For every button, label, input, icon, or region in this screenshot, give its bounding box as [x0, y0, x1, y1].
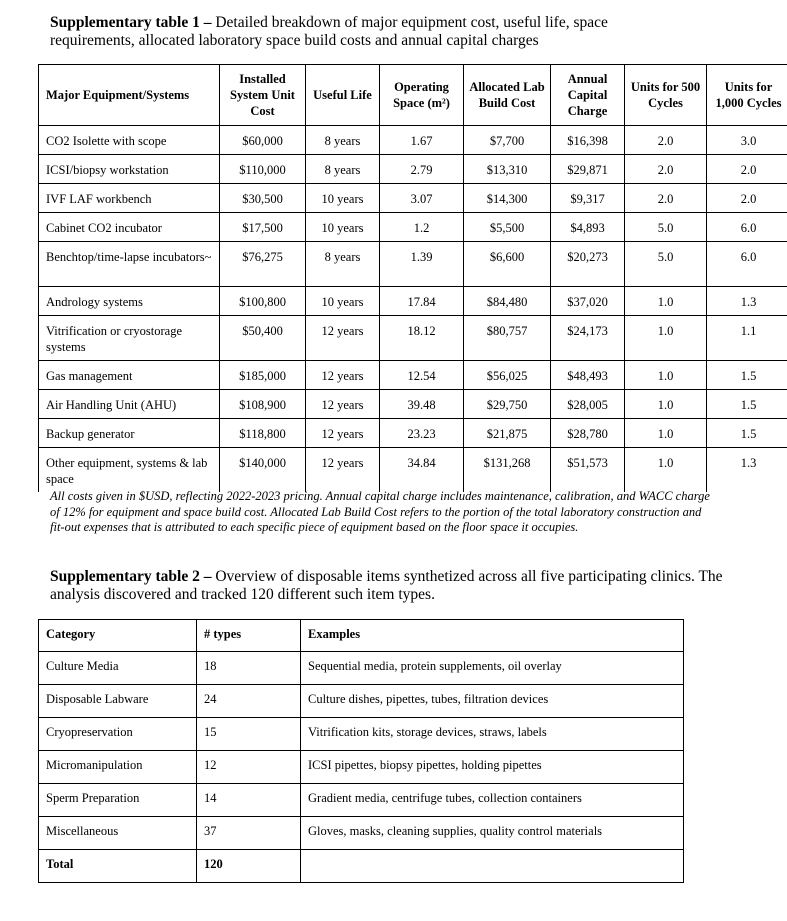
lab-build-cost: $5,500 [464, 213, 551, 242]
examples: Sequential media, protein supplements, oil overlay [301, 652, 684, 685]
table2-header-row [39, 620, 684, 652]
annual-capital-charge: $24,173 [551, 316, 625, 361]
lab-build-cost: $131,268 [464, 448, 551, 493]
col-header-units-1000: Units for 1,000 Cycles [707, 65, 787, 126]
annual-capital-charge: $48,493 [551, 361, 625, 390]
operating-space: 3.07 [380, 184, 464, 213]
unit-cost: $110,000 [220, 155, 306, 184]
table-row [39, 287, 787, 316]
category: Disposable Labware [39, 685, 197, 718]
lab-build-cost: $7,700 [464, 126, 551, 155]
useful-life: 12 years [306, 448, 380, 493]
units-500-cycles: 1.0 [625, 287, 707, 316]
category: Cryopreservation [39, 718, 197, 751]
table-row [39, 213, 787, 242]
useful-life: 8 years [306, 242, 380, 287]
lab-build-cost: $6,600 [464, 242, 551, 287]
units-1000-cycles: 2.0 [707, 184, 787, 213]
lab-build-cost: $56,025 [464, 361, 551, 390]
total-row [39, 850, 684, 883]
units-1000-cycles: 2.0 [707, 155, 787, 184]
units-500-cycles: 1.0 [625, 361, 707, 390]
type-count: 15 [197, 718, 301, 751]
unit-cost: $30,500 [220, 184, 306, 213]
table-row [39, 242, 787, 287]
annual-capital-charge: $20,273 [551, 242, 625, 287]
units-1000-cycles: 1.5 [707, 419, 787, 448]
category: Culture Media [39, 652, 197, 685]
col-header-lab-build-cost: Allocated Lab Build Cost [464, 65, 551, 126]
units-1000-cycles: 1.5 [707, 361, 787, 390]
useful-life: 12 years [306, 390, 380, 419]
units-1000-cycles: 1.1 [707, 316, 787, 361]
examples: Gradient media, centrifuge tubes, collection containers [301, 784, 684, 817]
units-500-cycles: 2.0 [625, 184, 707, 213]
category: Sperm Preparation [39, 784, 197, 817]
type-count: 14 [197, 784, 301, 817]
annual-capital-charge: $51,573 [551, 448, 625, 493]
table2-title [50, 568, 730, 604]
total-count: 120 [197, 850, 301, 883]
equipment-name: Other equipment, systems & lab space [39, 448, 220, 493]
annual-capital-charge: $37,020 [551, 287, 625, 316]
examples: Vitrification kits, storage devices, straws, labels [301, 718, 684, 751]
lab-build-cost: $29,750 [464, 390, 551, 419]
col-header-units-500: Units for 500 Cycles [625, 65, 707, 126]
annual-capital-charge: $16,398 [551, 126, 625, 155]
table2-title-text: Overview of disposable items synthetized across all five participating clinics. The analysis discovered and tracked 120 different such item types. [50, 568, 723, 603]
units-500-cycles: 5.0 [625, 242, 707, 287]
table-row [39, 316, 787, 361]
col-header-unit-cost: Installed System Unit Cost [220, 65, 306, 126]
col-header-category: Category [39, 620, 197, 652]
table-row [39, 685, 684, 718]
unit-cost: $76,275 [220, 242, 306, 287]
annual-capital-charge: $29,871 [551, 155, 625, 184]
table-row [39, 390, 787, 419]
operating-space: 1.2 [380, 213, 464, 242]
useful-life: 8 years [306, 155, 380, 184]
units-500-cycles: 1.0 [625, 316, 707, 361]
units-500-cycles: 1.0 [625, 448, 707, 493]
units-500-cycles: 1.0 [625, 419, 707, 448]
annual-capital-charge: $28,780 [551, 419, 625, 448]
units-1000-cycles: 6.0 [707, 213, 787, 242]
equipment-name: CO2 Isolette with scope [39, 126, 220, 155]
units-1000-cycles: 6.0 [707, 242, 787, 287]
table2-title-label: Supplementary table 2 – [50, 568, 212, 585]
unit-cost: $185,000 [220, 361, 306, 390]
unit-cost: $100,800 [220, 287, 306, 316]
col-header-useful-life: Useful Life [306, 65, 380, 126]
operating-space: 17.84 [380, 287, 464, 316]
table1-title [50, 14, 690, 50]
useful-life: 10 years [306, 287, 380, 316]
units-500-cycles: 1.0 [625, 390, 707, 419]
equipment-name: Backup generator [39, 419, 220, 448]
table1-header-row [39, 65, 787, 126]
units-1000-cycles: 3.0 [707, 126, 787, 155]
table-row [39, 718, 684, 751]
table-row [39, 817, 684, 850]
lab-build-cost: $80,757 [464, 316, 551, 361]
equipment-name: Vitrification or cryostorage systems [39, 316, 220, 361]
operating-space: 34.84 [380, 448, 464, 493]
table-row [39, 448, 787, 493]
unit-cost: $140,000 [220, 448, 306, 493]
equipment-name: ICSI/biopsy workstation [39, 155, 220, 184]
equipment-name: Benchtop/time-lapse incubators~ [39, 242, 220, 287]
table-row [39, 126, 787, 155]
equipment-name: Air Handling Unit (AHU) [39, 390, 220, 419]
operating-space: 1.39 [380, 242, 464, 287]
equipment-cost-table [38, 64, 787, 492]
lab-build-cost: $13,310 [464, 155, 551, 184]
unit-cost: $17,500 [220, 213, 306, 242]
units-500-cycles: 2.0 [625, 155, 707, 184]
operating-space: 18.12 [380, 316, 464, 361]
equipment-name: Gas management [39, 361, 220, 390]
col-header-types: # types [197, 620, 301, 652]
table1-title-label: Supplementary table 1 – [50, 14, 212, 31]
examples: Gloves, masks, cleaning supplies, quality control materials [301, 817, 684, 850]
operating-space: 2.79 [380, 155, 464, 184]
type-count: 37 [197, 817, 301, 850]
type-count: 12 [197, 751, 301, 784]
disposables-table [38, 619, 684, 883]
useful-life: 10 years [306, 213, 380, 242]
table-row [39, 184, 787, 213]
table-row [39, 419, 787, 448]
lab-build-cost: $14,300 [464, 184, 551, 213]
category: Miscellaneous [39, 817, 197, 850]
type-count: 24 [197, 685, 301, 718]
equipment-name: IVF LAF workbench [39, 184, 220, 213]
category: Micromanipulation [39, 751, 197, 784]
unit-cost: $108,900 [220, 390, 306, 419]
operating-space: 39.48 [380, 390, 464, 419]
annual-capital-charge: $9,317 [551, 184, 625, 213]
useful-life: 12 years [306, 419, 380, 448]
units-1000-cycles: 1.5 [707, 390, 787, 419]
operating-space: 23.23 [380, 419, 464, 448]
operating-space: 1.67 [380, 126, 464, 155]
table1-title-text: Detailed breakdown of major equipment cost, useful life, space requirements, allocated laboratory space build costs and annual capital charges [50, 14, 608, 49]
table1-footnote: All costs given in $USD, reflecting 2022-2023 pricing. Annual capital charge includes maintenance, calibration, and WACC charge of 12% for equipment and space build cost. Allocated Lab Build Cost refers to the portion of the total laboratory construction and fit-out expenses that is attributed to each specific piece of equipment based on the floor space it occupies. [50, 489, 710, 535]
equipment-name: Andrology systems [39, 287, 220, 316]
table-row [39, 155, 787, 184]
type-count: 18 [197, 652, 301, 685]
annual-capital-charge: $28,005 [551, 390, 625, 419]
col-header-operating-space: Operating Space (m²) [380, 65, 464, 126]
annual-capital-charge: $4,893 [551, 213, 625, 242]
units-500-cycles: 2.0 [625, 126, 707, 155]
lab-build-cost: $21,875 [464, 419, 551, 448]
lab-build-cost: $84,480 [464, 287, 551, 316]
total-examples [301, 850, 684, 883]
useful-life: 12 years [306, 361, 380, 390]
unit-cost: $50,400 [220, 316, 306, 361]
table-row [39, 652, 684, 685]
unit-cost: $118,800 [220, 419, 306, 448]
units-1000-cycles: 1.3 [707, 448, 787, 493]
equipment-name: Cabinet CO2 incubator [39, 213, 220, 242]
units-500-cycles: 5.0 [625, 213, 707, 242]
unit-cost: $60,000 [220, 126, 306, 155]
col-header-examples: Examples [301, 620, 684, 652]
table-row [39, 751, 684, 784]
table-row [39, 361, 787, 390]
col-header-equipment: Major Equipment/Systems [39, 65, 220, 126]
examples: Culture dishes, pipettes, tubes, filtration devices [301, 685, 684, 718]
units-1000-cycles: 1.3 [707, 287, 787, 316]
table-row [39, 784, 684, 817]
useful-life: 12 years [306, 316, 380, 361]
col-header-annual-capital-charge: Annual Capital Charge [551, 65, 625, 126]
useful-life: 10 years [306, 184, 380, 213]
total-label: Total [39, 850, 197, 883]
useful-life: 8 years [306, 126, 380, 155]
examples: ICSI pipettes, biopsy pipettes, holding pipettes [301, 751, 684, 784]
operating-space: 12.54 [380, 361, 464, 390]
